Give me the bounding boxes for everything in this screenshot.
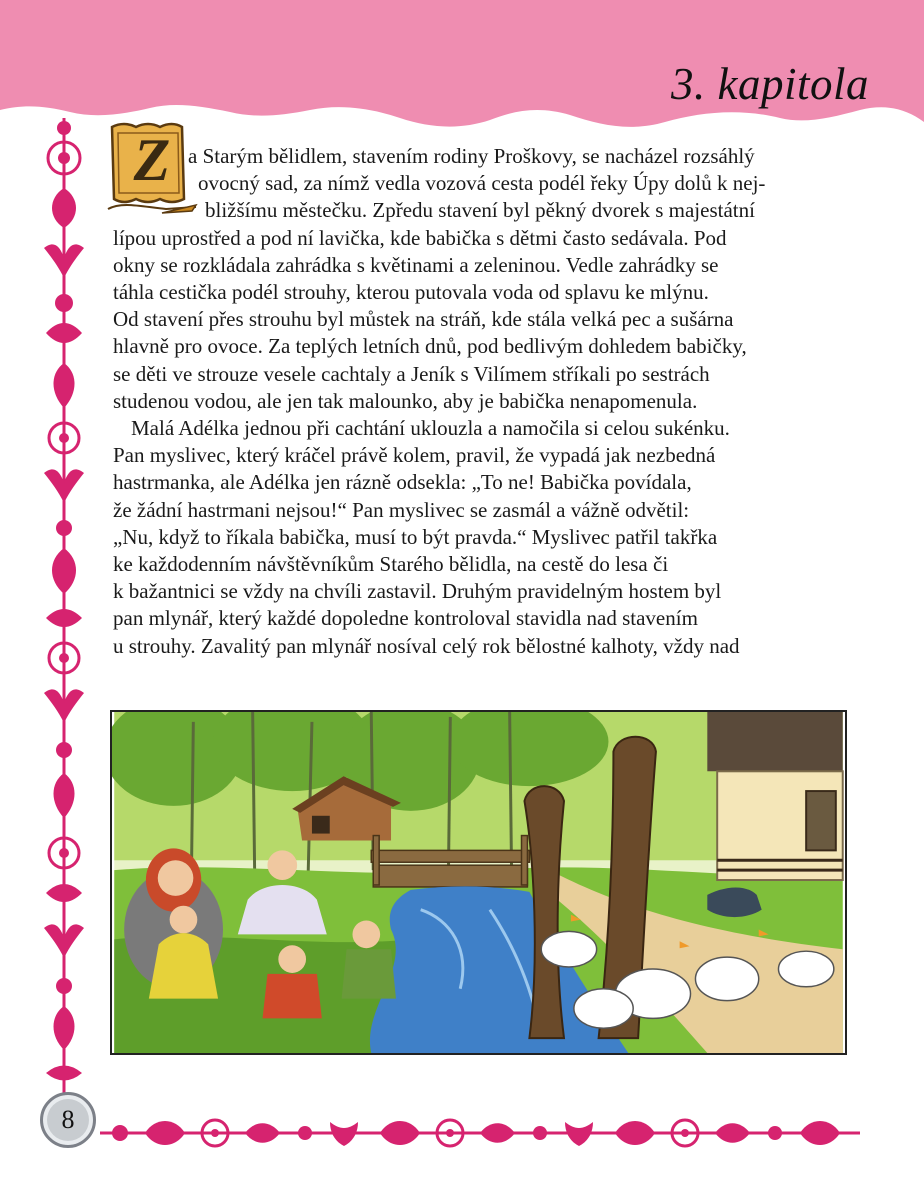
text-line: studenou vodou, ale jen tak malounko, aby je babička nenapomenula. [113, 388, 698, 413]
chapter-body-text [113, 143, 853, 660]
text-line: bližšímu městečku. Zpředu stavení byl pěkný dvorek s majestátní [205, 198, 755, 223]
text-line: Pan myslivec, který kráčel právě kolem, pravil, že vypadá jak nezbedná [113, 443, 716, 468]
text-line: pan mlynář, který každé dopoledne kontroloval stavidla nad stavením [113, 606, 698, 631]
chapter-title: 3. kapitola [671, 59, 869, 109]
text-line: ke každodenním návštěvníkům Starého bělidla, na cestě do lesa či [113, 552, 669, 577]
text-line: lípou uprostřed a pod ní lavička, kde babička s dětmi často sedávala. Pod [113, 225, 727, 250]
text-line: hlavně pro ovoce. Za teplých letních dnů, pod bedlivým dohledem babičky, [113, 334, 747, 359]
dropcap-letter: Z [133, 127, 171, 193]
text-line: že žádní hastrmani nejsou!“ Pan myslivec se zasmál a vážně odvětil: [113, 497, 690, 522]
page-number: 8 [61, 1105, 75, 1134]
left-ornament-border [36, 118, 92, 1098]
text-line: táhla cestička podél strouhy, kterou putovala voda od splavu ke mlýnu. [113, 280, 709, 305]
page-number-badge [40, 1092, 96, 1148]
text-line: Malá Adélka jednou při cachtání uklouzla a namočila si celou sukénku. [131, 416, 730, 441]
text-line: k bažantnici se vždy na chvíli zastavil. Druhým pravidelným hostem byl [113, 579, 722, 604]
text-line: ovocný sad, za nímž vedla vozová cesta podél řeky Úpy dolů k nej- [198, 171, 766, 196]
text-line: Od stavení přes strouhu byl můstek na stráň, kde stála velká pec a sušárna [113, 307, 734, 332]
text-line: „Nu, když to říkala babička, musí to být pravda.“ Myslivec patřil takřka [113, 524, 718, 549]
text-line: hastrmanka, ale Adélka jen rázně odsekla: „To ne! Babička povídala, [113, 470, 692, 495]
village-stream-illustration [110, 710, 847, 1055]
text-line: okny se rozkládala zahrádka s květinami a zeleninou. Vedle zahrádky se [113, 252, 719, 277]
text-line: u strouhy. Zavalitý pan mlynář nosíval celý rok bělostné kalhoty, vždy nad [113, 633, 740, 658]
text-line: se děti ve strouze vesele cachtaly a Jeník s Vilímem stříkali po sestrách [113, 361, 710, 386]
text-line: a Starým bělidlem, stavením rodiny Proškovy, se nacházel rozsáhlý [188, 144, 755, 168]
bottom-ornament-border [100, 1102, 860, 1164]
